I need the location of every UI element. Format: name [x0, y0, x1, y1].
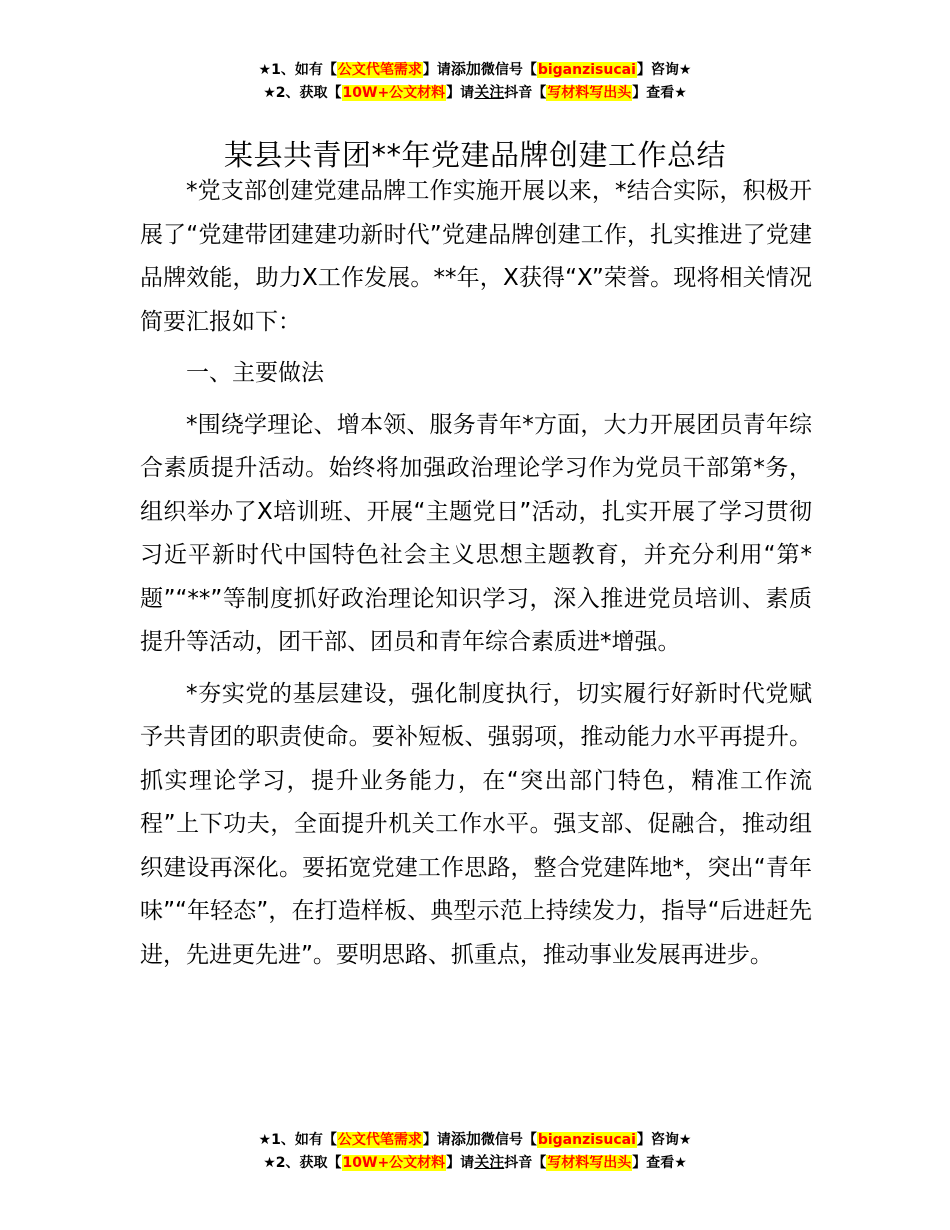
banner-text: 抖音【	[504, 1155, 547, 1171]
banner-text: ★1、如有【	[258, 62, 337, 78]
douyin-id-highlight: 写材料写出头	[547, 1155, 632, 1171]
banner-text: 微信号【	[480, 62, 537, 78]
banner-line-1	[0, 1128, 950, 1151]
highlight-text: 公文代笔需求	[337, 62, 422, 78]
banner-line-2	[0, 81, 950, 104]
banner-text: 】咨询★	[636, 1132, 692, 1148]
paragraph-intro: *党支部创建党建品牌工作实施开展以来，*结合实际，积极开展了“党建带团建建功新时代”党建品牌创建工作，扎实推进了党建品牌效能，助力X工作发展。**年，X获得“X”荣誉。现将相关情况简要汇报如下：	[140, 178, 812, 335]
wechat-id-highlight: biganzisucai	[537, 62, 636, 78]
banner-line-1	[0, 58, 950, 81]
section-heading: 一、主要做法	[186, 360, 324, 386]
banner-text: 微信号【	[480, 1132, 537, 1148]
highlight-text: 公文代笔需求	[337, 1132, 422, 1148]
banner-text: 】咨询★	[636, 62, 692, 78]
banner-text: 】请	[446, 85, 475, 101]
top-banner	[0, 58, 950, 104]
banner-text: ★1、如有【	[258, 1132, 337, 1148]
emphasis-text: 添加	[450, 1130, 481, 1148]
bottom-banner	[0, 1128, 950, 1174]
banner-text: 】请	[446, 1155, 475, 1171]
banner-text: 】查看★	[632, 85, 687, 101]
wechat-id-highlight: biganzisucai	[537, 1132, 636, 1148]
douyin-id-highlight: 写材料写出头	[547, 85, 632, 101]
emphasis-text: 关注	[474, 83, 505, 101]
banner-text: 】查看★	[632, 1155, 687, 1171]
emphasis-text: 添加	[450, 60, 481, 78]
banner-text: ★2、获取【	[263, 1155, 342, 1171]
document-title: 某县共青团**年党建品牌创建工作总结	[223, 138, 726, 173]
highlight-text: 10W+公文材料	[342, 85, 446, 101]
highlight-text: 10W+公文材料	[342, 1155, 446, 1171]
paragraph-theory-study: *围绕学理论、增本领、服务青年*方面，大力开展团员青年综合素质提升活动。始终将加强政治理论学习作为党员干部第*务，组织举办了X培训班、开展“主题党日”活动，扎实开展了学习贯彻习近平新时代中国特色社会主义思想主题教育，并充分利用“第*题”“**”等制度抓好政治理论知识学习，深入推进党员培训、素质提升等活动，团干部、团员和青年综合素质进*增强。	[140, 411, 812, 655]
banner-text: 】请	[422, 62, 451, 78]
banner-line-2	[0, 1151, 950, 1174]
document-body	[140, 170, 812, 985]
banner-text: 抖音【	[504, 85, 547, 101]
banner-text: ★2、获取【	[263, 85, 342, 101]
emphasis-text: 关注	[474, 1153, 505, 1171]
paragraph-grassroots: *夯实党的基层建设，强化制度执行，切实履行好新时代党赋予共青团的职责使命。要补短板、强弱项，推动能力水平再提升。抓实理论学习，提升业务能力，在“突出部门特色，精准工作流程”上下功夫，全面提升机关工作水平。强支部、促融合，推动组织建设再深化。要拓宽党建工作思路，整合党建阵地*，突出“青年味”“年轻态”，在打造样板、典型示范上持续发力，指导“后进赶先进，先进更先进”。要明思路、抓重点，推动事业发展再进步。	[140, 680, 812, 968]
banner-text: 】请	[422, 1132, 451, 1148]
